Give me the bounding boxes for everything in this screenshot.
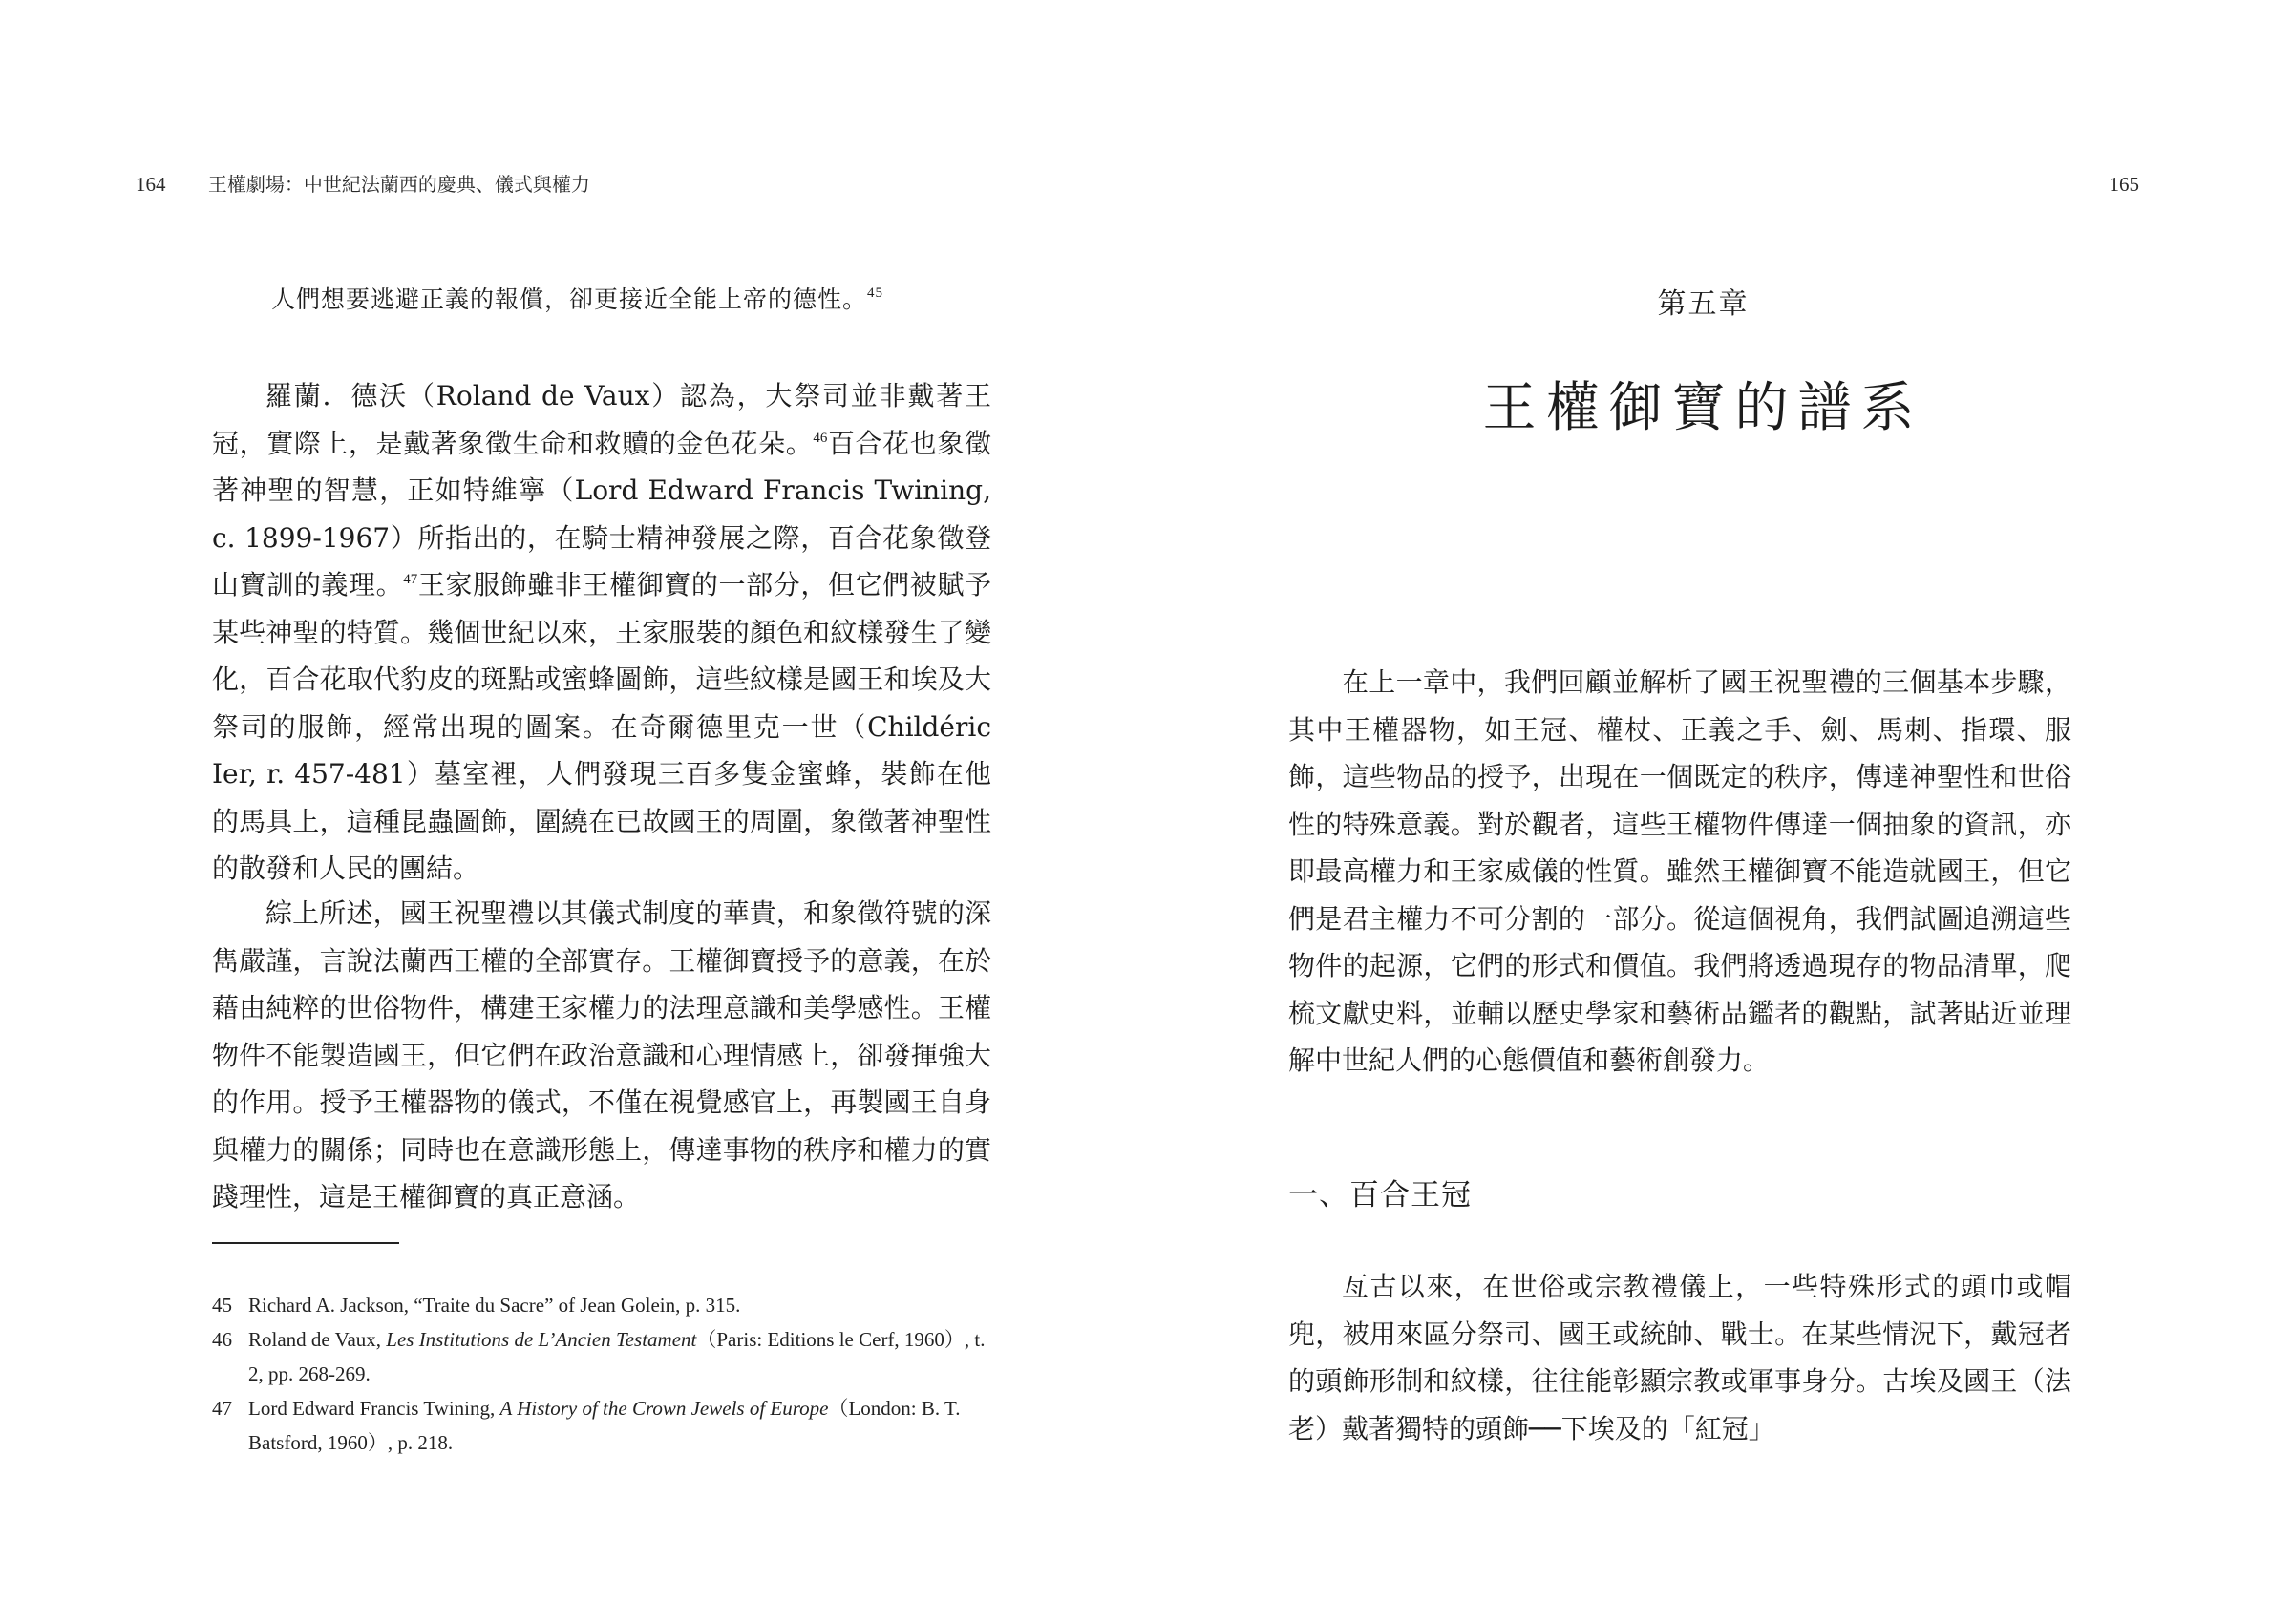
footnote-text: Richard A. Jackson, “Traite du Sacre” of Jean Golein, p. 315. — [248, 1294, 741, 1317]
footnote-title-italic: Les Institutions de L’Ancien Testament — [386, 1328, 697, 1351]
footnotes — [212, 1288, 991, 1460]
right-page-number: 165 — [2109, 173, 2139, 196]
paragraph-text: 王家服飾雖非王權御寶的一部分，但它們被賦予某些神聖的特質。幾個世紀以來，王家服裝的顏色和紋樣發生了變化，百合花取代豹皮的斑點或蜜蜂圖飾，這些紋樣是國王和埃及大祭司的服飾，經常出現的圖案。在奇爾德里克一世（Childéric Ier, r. 457-481）墓室裡，人們發現三百多隻金蜜蜂，裝飾在他的馬具上，這種昆蟲圖飾，圍繞在已故國王的周圍，象徵著神聖性的散發和人民的團結。 — [212, 569, 991, 884]
running-head-title: 王權劇場：中世紀法蘭西的慶典、儀式與權力 — [207, 173, 590, 196]
footnote-divider — [212, 1242, 399, 1244]
section-paragraph — [1288, 1263, 2071, 1452]
footnote-text: Roland de Vaux, Les Institutions de L’Ancien Testament（Paris: Editions le Cerf, 1960）, t. 2, pp. 268-269. — [248, 1328, 986, 1385]
footnote-text: Lord Edward Francis Twining, A History of the Crown Jewels of Europe（London: B. T. Batsford, 1960）, p. 218. — [248, 1397, 961, 1454]
footnote-item — [212, 1288, 991, 1322]
paragraph-text: 百合花也象徵著神聖的智慧，正如特維寧（Lord Edward Francis Twining, c. 1899-1967）所指出的，在騎士精神發展之際，百合花象徵登山寶訓的義理。 — [212, 427, 991, 601]
footnote-title-italic: A History of the Crown Jewels of Europe — [499, 1397, 829, 1420]
footnote-item — [212, 1322, 991, 1391]
body-paragraph-2 — [212, 890, 991, 1221]
paragraph-text: 在上一章中，我們回顧並解析了國王祝聖禮的三個基本步驟，其中王權器物，如王冠、權杖、正義之手、劍、馬刺、指環、服飾，這些物品的授予，出現在一個既定的秩序，傳達神聖性和世俗性的特殊意義。對於觀者，這些王權物件傳達一個抽象的資訊，亦即最高權力和王家威儀的性質。雖然王權御寶不能造就國王，但它們是君主權力不可分割的一部分。從這個視角，我們試圖追溯這些物件的起源，它們的形式和價值。我們將透過現存的物品清單，爬梳文獻史料，並輔以歷史學家和藝術品鑑者的觀點，試著貼近並理解中世紀人們的心態價值和藝術創發力。 — [1288, 666, 2071, 1076]
paragraph-text: 綜上所述，國王祝聖禮以其儀式制度的華貴，和象徵符號的深雋嚴謹，言說法蘭西王權的全部實存。王權御寶授予的意義，在於藉由純粹的世俗物件，構建王家權力的法理意識和美學感性。王權物件不能製造國王，但它們在政治意識和心理情感上，卻發揮強大的作用。授予王權器物的儀式，不僅在視覺感官上，再製國王自身與權力的關係；同時也在意識形態上，傳達事物的秩序和權力的實踐理性，這是王權御寶的真正意涵。 — [212, 897, 991, 1213]
footnote-item — [212, 1391, 991, 1460]
footnote-number: 47 — [212, 1397, 232, 1420]
block-quote — [271, 279, 1035, 321]
paragraph-text: 亙古以來，在世俗或宗教禮儀上，一些特殊形式的頭巾或帽兜，被用來區分祭司、國王或統帥、戰士。在某些情況下，戴冠者的頭飾形制和紋樣，往往能彰顯宗教或軍事身分。古埃及國王（法老）戴著獨特的頭飾──下埃及的「紅冠」 — [1288, 1271, 2071, 1445]
section-heading: 一、百合王冠 — [1288, 1178, 1472, 1213]
footnote-ref-47: 47 — [403, 572, 418, 587]
paragraph-text: 羅蘭．德沃（Roland de Vaux）認為，大祭司並非戴著王冠，實際上，是戴著象徵生命和救贖的金色花朵。 — [212, 380, 991, 459]
chapter-label: 第五章 — [1657, 287, 1750, 321]
left-page-number: 164 — [136, 173, 166, 196]
quote-text: 人們想要逃避正義的報償，卻更接近全能上帝的德性。 — [271, 285, 868, 313]
chapter-title: 王權御寶的譜系 — [1482, 377, 1924, 439]
right-page — [1136, 0, 2271, 1624]
footnote-ref-45: 45 — [867, 285, 884, 301]
left-running-header — [136, 170, 590, 199]
footnote-number: 46 — [212, 1328, 232, 1351]
chapter-intro-paragraph — [1288, 659, 2071, 1085]
footnote-ref-46: 46 — [813, 430, 828, 446]
footnote-number: 45 — [212, 1294, 232, 1317]
body-paragraph-1 — [212, 372, 991, 893]
